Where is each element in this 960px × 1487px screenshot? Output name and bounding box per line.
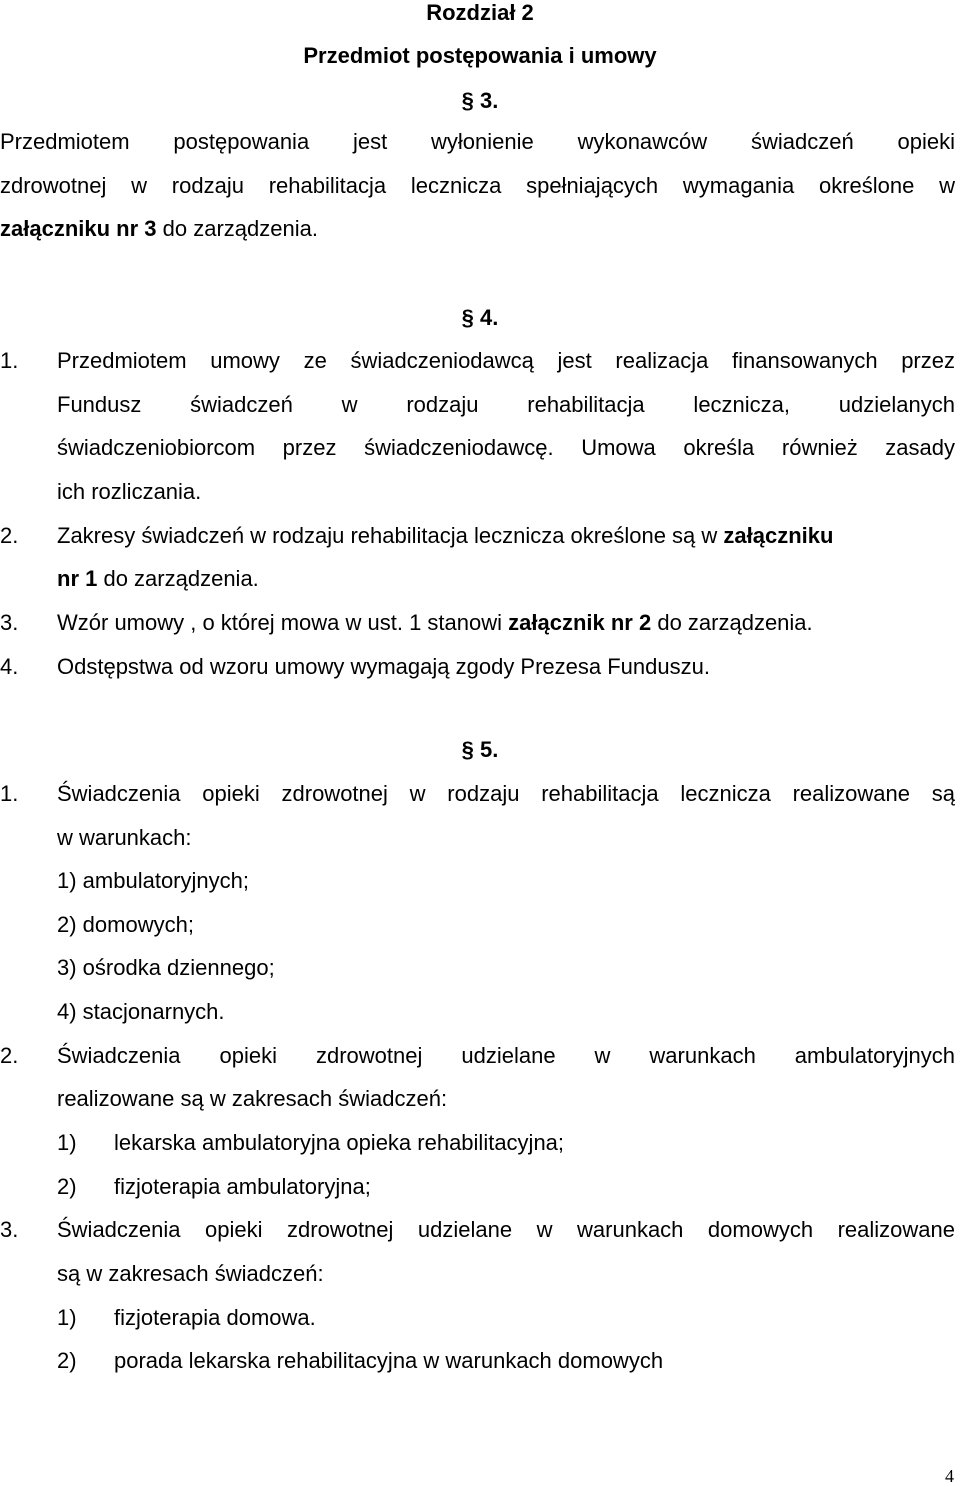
s4-item-1-line-1: Przedmiotem umowy ze świadczeniodawcą jest realizacja finansowanych przez xyxy=(57,348,955,373)
s4-item-1-number: 1. xyxy=(0,348,19,373)
s5-item-1-line-1: Świadczenia opieki zdrowotnej w rodzaju rehabilitacja lecznicza realizowane są xyxy=(57,781,955,806)
s5-item-1-sub-4: 4) stacjonarnych. xyxy=(57,999,225,1024)
section-3-line-2: zdrowotnej w rodzaju rehabilitacja lecznicza spełniających wymagania określone w xyxy=(0,173,955,198)
s4-item-2-line-2-rest: do zarządzenia. xyxy=(97,566,259,591)
chapter-subtitle: Przedmiot postępowania i umowy xyxy=(303,43,657,68)
section-4-heading: § 4. xyxy=(461,305,499,330)
s5-item-3-sub-2: porada lekarska rehabilitacyjna w warunkach domowych xyxy=(114,1348,664,1373)
s5-item-1-sub-2: 2) domowych; xyxy=(57,912,194,937)
s5-item-3-sub-1: fizjoterapia domowa. xyxy=(114,1305,316,1330)
s5-item-3-line-1: Świadczenia opieki zdrowotnej udzielane w warunkach domowych realizowane xyxy=(57,1217,955,1242)
section-3-heading: § 3. xyxy=(461,88,499,113)
s4-item-4-line: Odstępstwa od wzoru umowy wymagają zgody Prezesa Funduszu. xyxy=(57,654,710,679)
s4-item-1-line-3: świadczeniobiorcom przez świadczeniodawcę. Umowa określa również zasady xyxy=(57,435,955,460)
s4-item-4-number: 4. xyxy=(0,654,19,679)
s4-item-1-line-2: Fundusz świadczeń w rodzaju rehabilitacja lecznicza, udzielanych xyxy=(57,392,955,417)
section-5-heading: § 5. xyxy=(461,737,499,762)
section-3-line-1: Przedmiotem postępowania jest wyłonienie wykonawców świadczeń opieki xyxy=(0,129,955,154)
s4-item-2-line-1-text: Zakresy świadczeń w rodzaju rehabilitacja lecznicza określone są w xyxy=(57,523,724,548)
s5-item-3-sub-1-number: 1) xyxy=(57,1305,77,1330)
s5-item-2-line-2: realizowane są w zakresach świadczeń: xyxy=(57,1086,448,1111)
page-number: 4 xyxy=(945,1466,954,1486)
s5-item-3-number: 3. xyxy=(0,1217,19,1242)
section-3-line-3 xyxy=(0,216,318,242)
s5-item-2-number: 2. xyxy=(0,1043,19,1068)
s4-item-2-line-2 xyxy=(57,566,259,592)
s5-item-3-line-2: są w zakresach świadczeń: xyxy=(57,1261,324,1286)
s5-item-1-sub-1: 1) ambulatoryjnych; xyxy=(57,868,249,893)
s5-item-1-line-2: w warunkach: xyxy=(57,825,192,850)
s4-item-1-line-4: ich rozliczania. xyxy=(57,479,202,504)
s4-item-2-line-1 xyxy=(57,523,833,549)
s5-item-2-sub-2-number: 2) xyxy=(57,1174,77,1199)
attachment-3-ref: załączniku nr 3 xyxy=(0,216,157,241)
chapter-title: Rozdział 2 xyxy=(426,0,534,25)
s5-item-2-sub-2: fizjoterapia ambulatoryjna; xyxy=(114,1174,371,1199)
attachment-1-number: nr 1 xyxy=(57,566,98,591)
s5-item-3-sub-2-number: 2) xyxy=(57,1348,77,1373)
attachment-2-ref: załącznik nr 2 xyxy=(508,610,652,635)
s5-item-2-sub-1-number: 1) xyxy=(57,1130,77,1155)
s4-item-3-number: 3. xyxy=(0,610,19,635)
s4-item-3-line xyxy=(57,610,813,636)
s5-item-2-sub-1: lekarska ambulatoryjna opieka rehabilitacyjna; xyxy=(114,1130,565,1155)
section-3-line-3-rest: do zarządzenia. xyxy=(156,216,318,241)
s5-item-1-sub-3: 3) ośrodka dziennego; xyxy=(57,955,275,980)
s4-item-3-text-b: do zarządzenia. xyxy=(651,610,813,635)
s5-item-1-number: 1. xyxy=(0,781,19,806)
attachment-1-ref: załączniku xyxy=(723,523,834,548)
s4-item-3-text-a: Wzór umowy , o której mowa w ust. 1 stanowi xyxy=(57,610,509,635)
s4-item-2-number: 2. xyxy=(0,523,19,548)
s5-item-2-line-1: Świadczenia opieki zdrowotnej udzielane w warunkach ambulatoryjnych xyxy=(57,1043,955,1068)
